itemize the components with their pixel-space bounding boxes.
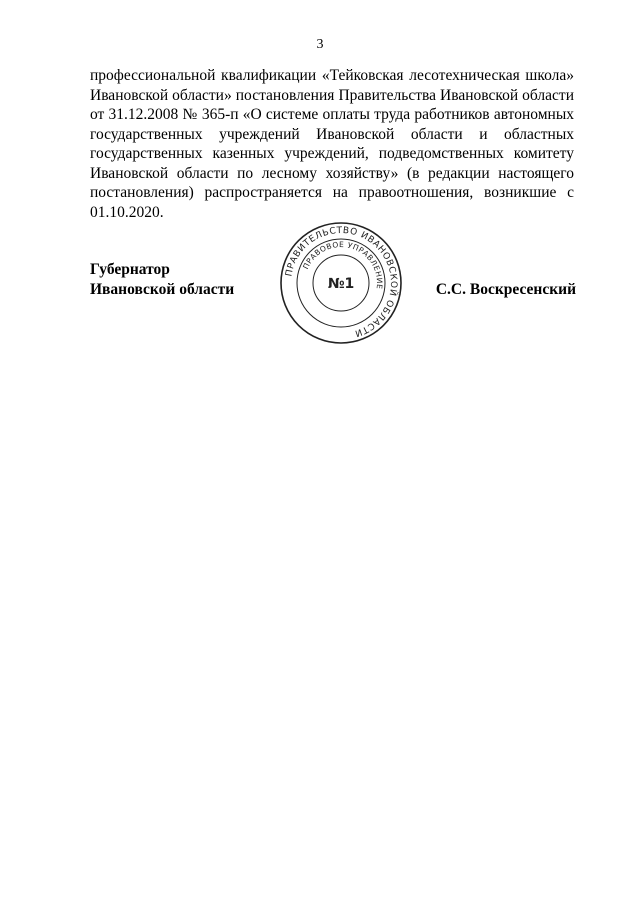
seal-stamp-icon (278, 220, 404, 346)
signatory-region: Ивановской области (90, 280, 235, 298)
body-paragraph (90, 66, 574, 222)
signatory-name: С.С. Воскресенский (435, 281, 576, 298)
signatory-position (90, 260, 234, 299)
body-line: профессиональной квалификации «Тейковская лесотехническая школа» (90, 67, 574, 84)
body-line: 01.10.2020. (90, 203, 164, 221)
body-line: Ивановской области» постановления Правительства Ивановской области (90, 86, 574, 104)
signatory-title: Губернатор (90, 261, 170, 278)
body-line: постановления) распространяется на правоотношения, возникшие с (90, 184, 574, 201)
body-line: государственных учреждений Ивановской области и областных (90, 125, 574, 143)
seal-inner-text: ПРАВОВОЕ УПРАВЛЕНИЕ (301, 239, 385, 290)
body-line: Ивановской области по лесному хозяйству» (в редакции настоящего (90, 164, 574, 182)
official-seal (278, 220, 404, 346)
seal-outer-text: ПРАВИТЕЛЬСТВО ИВАНОВСКОЙ ОБЛАСТИ (284, 225, 399, 339)
seal-center-number: №1 (327, 276, 355, 292)
body-line: государственных казенных учреждений, подведомственных комитету (90, 145, 574, 162)
body-line: от 31.12.2008 № 365-п «О системе оплаты труда работников автономных (90, 106, 574, 123)
page-number: 3 (316, 37, 324, 52)
